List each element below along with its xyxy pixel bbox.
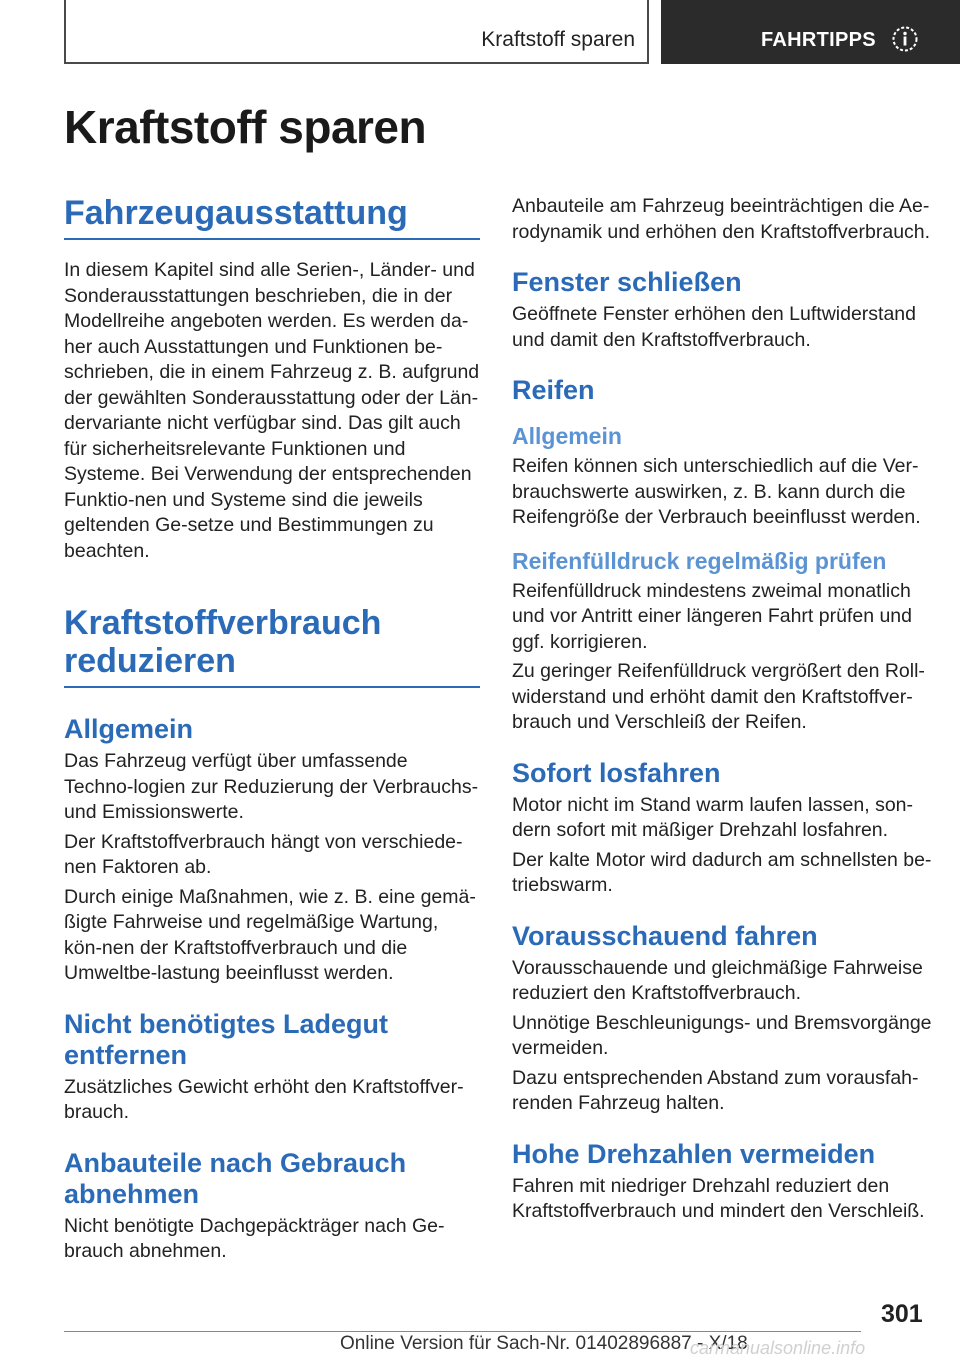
paragraph-voraus-2: Unnötige Beschleunigungs- und Bremsvorgänge vermeiden.: [512, 1011, 932, 1059]
right-column: [512, 194, 932, 1225]
paragraph-allgemein-2: Der Kraftstoffverbrauch hängt von verschiede-nen Faktoren ab.: [64, 830, 463, 878]
paragraph-drehzahlen: Fahren mit niedriger Drehzahl reduziert den Kraftstoffverbrauch und mindert den Verschleiß.: [512, 1174, 925, 1222]
paragraph-allgemein-1: Das Fahrzeug verfügt über umfassende Techno-logien zur Reduzierung der Verbrauchs- und Emissionswerte.: [64, 750, 479, 823]
header-section-box: [64, 0, 649, 64]
header-chapter-box: [661, 0, 960, 64]
paragraph-sofort-2: Der kalte Motor wird dadurch am schnellsten be-triebswarm.: [512, 848, 932, 896]
paragraph-sofort-1: Motor nicht im Stand warm laufen lassen, son-dern sofort mit mäßiger Drehzahl losfahren.: [512, 793, 914, 841]
info-icon: [892, 26, 918, 52]
watermark: carmanualsonline.info: [690, 1338, 866, 1358]
paragraph-fenster: Geöffnete Fenster erhöhen den Luftwiderstand und damit den Kraftstoffverbrauch.: [512, 303, 916, 351]
heading-drehzahlen: Hohe Drehzahlen vermeiden: [512, 1138, 876, 1169]
heading-sofort-losfahren: Sofort losfahren: [512, 757, 721, 788]
paragraph-ladegut: Zusätzliches Gewicht erhöht den Kraftstoffver-brauch.: [64, 1075, 464, 1123]
page-title: Kraftstoff sparen: [64, 101, 427, 153]
paragraph-anbauteile-2: Anbauteile am Fahrzeug beeinträchtigen die Ae-rodynamik und erhöhen den Kraftstoffverbrauch.: [512, 195, 931, 243]
paragraph-reifenfuelldruck-1: Reifenfülldruck mindestens zweimal monatlich und vor Antritt einer längeren Fahrt prüfen und ggf. korrigieren.: [512, 579, 912, 653]
heading-fenster: Fenster schließen: [512, 267, 742, 297]
header-chapter-title: FAHRTIPPS: [761, 29, 876, 51]
footer-divider: [64, 1331, 861, 1332]
heading-fahrzeugausstattung: Fahrzeugausstattung: [64, 194, 480, 240]
paragraph-reifenfuelldruck-2: Zu geringer Reifenfülldruck vergrößert den Roll-widerstand und erhöht damit den Kraftstoffver-brauch und Verschleiß der Reifen.: [512, 660, 925, 733]
paragraph-anbauteile: Nicht benötigte Dachgepäckträger nach Ge-brauch abnehmen.: [64, 1214, 445, 1262]
footer-text: Online Version für Sach-Nr. 01402896887 - X/18: [340, 1333, 748, 1354]
heading-allgemein: Allgemein: [64, 714, 194, 744]
heading-vorausschauend: Vorausschauend fahren: [512, 920, 818, 951]
heading-reifen: Reifen: [512, 375, 595, 405]
page-number: 301: [881, 1300, 923, 1328]
paragraph-voraus-1: Vorausschauende und gleichmäßige Fahrweise reduziert den Kraftstoffverbrauch.: [512, 956, 923, 1004]
paragraph-allgemein-3: Durch einige Maßnahmen, wie z. B. eine gemä-ßigte Fahrweise und regelmäßige Wartung, kön-nen der Kraftstoffverbrauch und die Umweltbe-lastung beeinflusst werden.: [64, 885, 476, 984]
heading-anbauteile: Anbauteile nach Gebrauch abnehmen: [64, 1147, 407, 1209]
heading-ladegut: Nicht benötigtes Ladegut entfernen: [64, 1008, 388, 1070]
paragraph-reifen-allgemein: Reifen können sich unterschiedlich auf die Ver-brauchswerte auswirken, z. B. kann durch die Reifengröße der Verbrauch beeinflusst werden.: [512, 455, 921, 528]
left-column: [64, 194, 480, 1265]
paragraph-voraus-3: Dazu entsprechenden Abstand zum vorausfah-renden Fahrzeug halten.: [512, 1066, 919, 1114]
paragraph-fahrzeugausstattung: In diesem Kapitel sind alle Serien-, Länder- und Sonderausstattungen beschrieben, die in der Modellreihe angeboten werden. Es werden da-her auch Ausstattungen und Funktionen be-schrieben, die in einem Fahrzeug z. B. aufgrund der gewählten Sonderausstattung oder der Län-dervariante nicht verfügbar sind. Das gilt auch für sicherheitsrelevante Funktionen und Systeme. Bei Verwendung der entsprechenden Funktio-nen und Systeme sind die jeweils geltenden Ge-setze und Bestimmungen zu beachten.: [64, 259, 480, 562]
heading-reifen-allgemein: Allgemein: [512, 423, 622, 449]
header-section-title: Kraftstoff sparen: [481, 28, 635, 51]
heading-reifenfuelldruck: Reifenfülldruck regelmäßig prüfen: [512, 547, 887, 574]
heading-kraftstoffverbrauch: Kraftstoffverbrauch reduzieren: [64, 604, 480, 688]
